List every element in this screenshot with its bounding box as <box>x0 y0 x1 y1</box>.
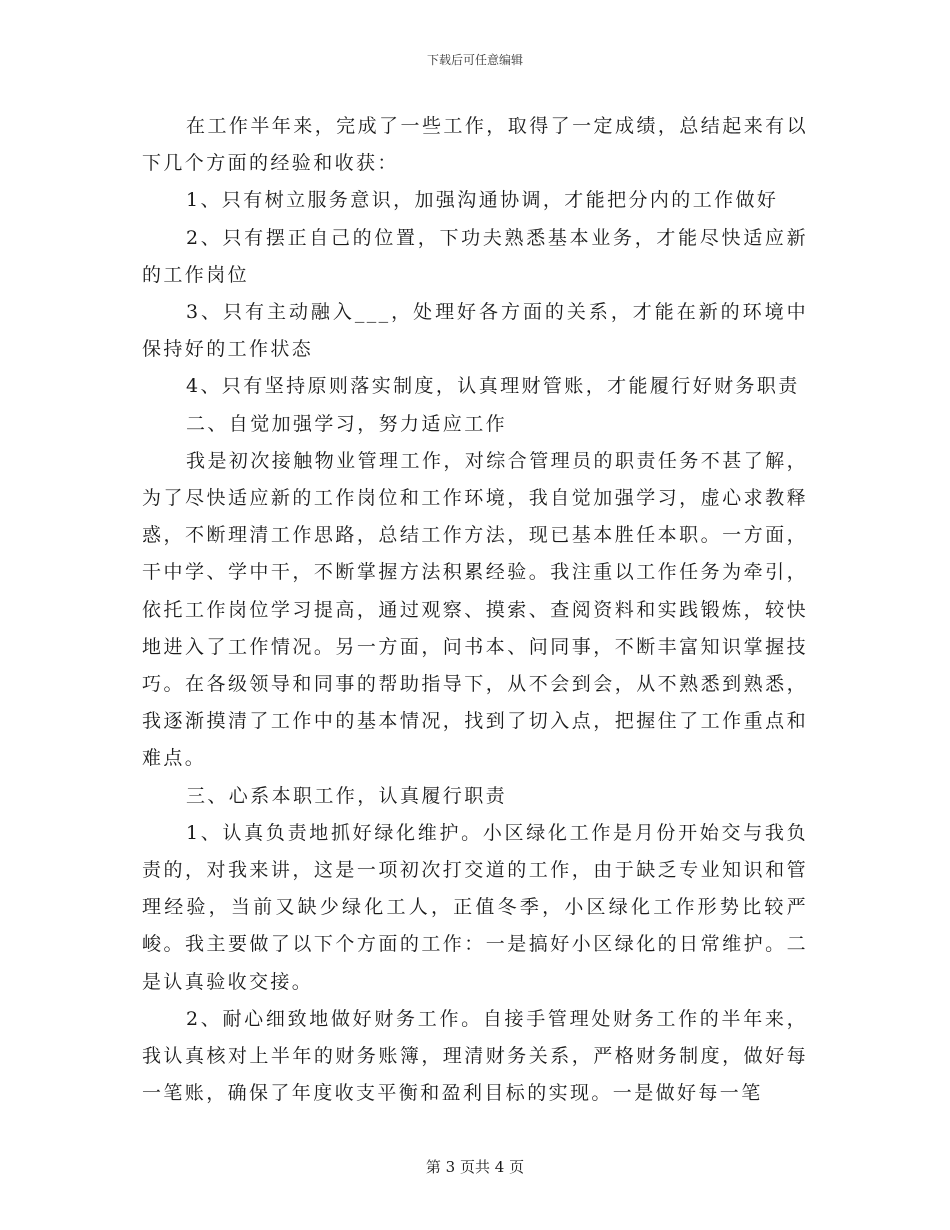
paragraph-point-2: 2、只有摆正自己的位置，下功夫熟悉基本业务，才能尽快适应新的工作岗位 <box>142 226 808 286</box>
paragraph-finance: 2、耐心细致地做好财务工作。自接手管理处财务工作的半年来，我认真核对上半年的财务账簿，理清财务关系，严格财务制度，做好每一笔账，确保了年度收支平衡和盈利目标的实现。一是做好每一笔 <box>142 1007 808 1105</box>
section-heading-3: 三、心系本职工作，认真履行职责 <box>186 784 508 807</box>
paragraph-greening: 1、认真负责地抓好绿化维护。小区绿化工作是月份开始交与我负责的，对我来讲，这是一项初次打交道的工作，由于缺乏专业知识和管理经验，当前又缺少绿化工人，正值冬季，小区绿化工作形势比较严峻。我主要做了以下个方面的工作：一是搞好小区绿化的日常维护。二是认真验收交接。 <box>142 821 808 993</box>
page-footer: 第 3 页共 4 页 <box>425 1158 525 1176</box>
paragraph-point-3: 3、只有主动融入___，处理好各方面的关系，才能在新的环境中保持好的工作状态 <box>142 301 808 361</box>
paragraph-intro: 在工作半年来，完成了一些工作，取得了一定成绩，总结起来有以下几个方面的经验和收获： <box>142 115 808 175</box>
paragraph-point-1: 1、只有树立服务意识，加强沟通协调，才能把分内的工作做好 <box>186 189 779 212</box>
document-body <box>142 108 808 1112</box>
paragraph-point-4: 4、只有坚持原则落实制度，认真理财管账，才能履行好财务职责 <box>186 375 800 398</box>
page-header: 下载后可任意编辑 <box>426 53 523 67</box>
paragraph-study: 我是初次接触物业管理工作，对综合管理员的职责任务不甚了解，为了尽快适应新的工作岗位和工作环境，我自觉加强学习，虚心求教释惑，不断理清工作思路，总结工作方法，现已基本胜任本职。一方面，干中学、学中干，不断掌握方法积累经验。我注重以工作任务为牵引，依托工作岗位学习提高，通过观察、摸索、查阅资料和实践锻炼，较快地进入了工作情况。另一方面，问书本、问同事，不断丰富知识掌握技巧。在各级领导和同事的帮助指导下，从不会到会，从不熟悉到熟悉，我逐渐摸清了工作中的基本情况，找到了切入点，把握住了工作重点和难点。 <box>142 449 808 770</box>
section-heading-2: 二、自觉加强学习，努力适应工作 <box>186 412 508 435</box>
